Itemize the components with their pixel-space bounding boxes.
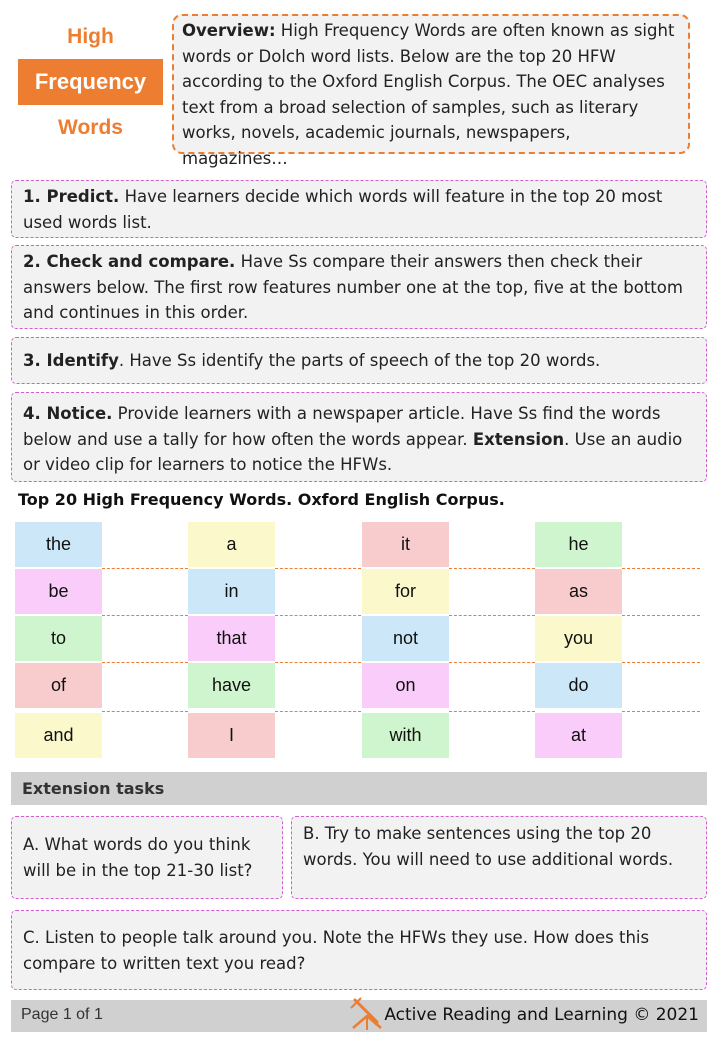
- word-cell: not: [362, 616, 449, 661]
- divider-line: [275, 615, 361, 616]
- word-cell: have: [188, 663, 275, 708]
- word-cell: you: [535, 616, 622, 661]
- word-cell: and: [15, 713, 102, 758]
- task-text: Have learners decide which words will feature in the top 20 most used words list.: [23, 187, 663, 232]
- divider-line: [622, 568, 700, 569]
- task-identify: [11, 337, 707, 384]
- word-cell: of: [15, 663, 102, 708]
- copyright-credit: Active Reading and Learning © 2021: [384, 1005, 699, 1025]
- word-cell: it: [362, 522, 449, 567]
- divider-line: [449, 615, 535, 616]
- overview-label: Overview:: [182, 21, 276, 40]
- task-notice: [11, 392, 707, 482]
- word-cell: to: [15, 616, 102, 661]
- word-cell: be: [15, 569, 102, 614]
- word-cell: he: [535, 522, 622, 567]
- task-text: Have Ss compare their answers then check their answers below. The first row features number one at the top, five at the bottom and continues in this order.: [23, 252, 683, 322]
- title-high: High: [67, 25, 114, 48]
- overview-text: High Frequency Words are often known as sight words or Dolch word lists. Below are the top 20 HFW according to the Oxford English Corpus. The OEC analyses text from a broad selection of samples, such as literary works, novels, academic journals, newspapers, magazines…: [182, 21, 675, 168]
- word-cell: the: [15, 522, 102, 567]
- task-predict: [11, 180, 707, 238]
- word-cell: in: [188, 569, 275, 614]
- divider-line: [622, 662, 700, 663]
- extension-heading: Extension tasks: [11, 772, 707, 805]
- overview-box: [172, 14, 690, 168]
- divider-line: [102, 711, 188, 712]
- word-cell: do: [535, 663, 622, 708]
- footer: [11, 1000, 707, 1032]
- divider-line: [102, 615, 188, 616]
- task-label: 3. Identify: [23, 351, 119, 370]
- word-cell: for: [362, 569, 449, 614]
- divider-line: [449, 662, 535, 663]
- extension-task-c: [11, 910, 707, 990]
- divider-line: [449, 568, 535, 569]
- divider-line: [275, 568, 361, 569]
- word-cell: at: [535, 713, 622, 758]
- divider-line: [275, 662, 361, 663]
- task-label: 1. Predict.: [23, 187, 120, 206]
- title-words: Words: [58, 116, 123, 139]
- extension-task-a-text: A. What words do you think will be in the top 21-30 list?: [23, 835, 253, 880]
- task-label: 4. Notice.: [23, 404, 113, 423]
- task-label: 2. Check and compare.: [23, 252, 236, 271]
- task-extension-label: Extension: [472, 429, 565, 449]
- task-text: . Use an audio or video clip for learners to notice the HFWs.: [23, 429, 683, 474]
- title-frequency: Frequency: [18, 59, 163, 105]
- word-cell: that: [188, 616, 275, 661]
- word-cell: with: [362, 713, 449, 758]
- word-cell: I: [188, 713, 275, 758]
- divider-line: [102, 568, 188, 569]
- divider-line: [102, 662, 188, 663]
- task-text: . Have Ss identify the parts of speech of the top 20 words.: [118, 351, 601, 370]
- task-text: Provide learners with a newspaper article. Have Ss find the words below and use a tally for how often the words appear.: [23, 404, 661, 449]
- divider-line: [622, 615, 700, 616]
- word-cell: on: [362, 663, 449, 708]
- extension-task-b: [291, 816, 707, 899]
- word-cell: as: [535, 569, 622, 614]
- extension-task-b-text: B. Try to make sentences using the top 20 words. You will need to use additional words.: [303, 824, 674, 869]
- divider-line: [622, 711, 700, 712]
- divider-line: [275, 711, 361, 712]
- extension-task-c-text: C. Listen to people talk around you. Note the HFWs they use. How does this compare to written text you read?: [23, 928, 650, 973]
- extension-task-a: [11, 816, 283, 899]
- task-check-compare: [11, 245, 707, 329]
- divider-line: [449, 711, 535, 712]
- page-number: Page 1 of 1: [21, 1006, 103, 1023]
- top20-title: Top 20 High Frequency Words. Oxford English Corpus.: [18, 490, 505, 509]
- word-cell: a: [188, 522, 275, 567]
- pencil-book-icon: [347, 994, 387, 1034]
